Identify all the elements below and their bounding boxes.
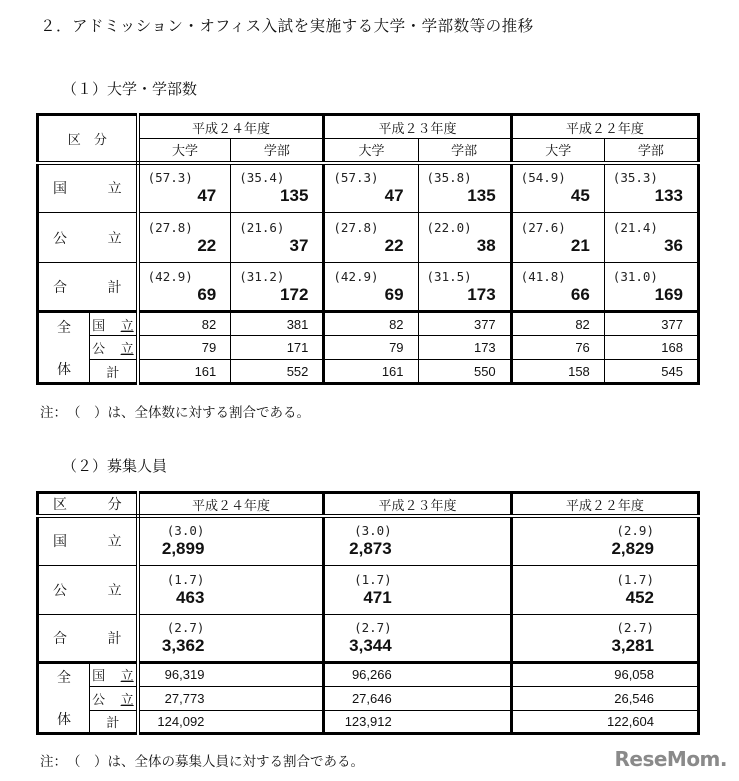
total-row-label-sum: 計: [90, 710, 138, 733]
cell: 381: [231, 312, 324, 336]
cell: 173: [418, 336, 511, 360]
table-row: [38, 360, 699, 384]
subcol-university: 大学: [511, 139, 604, 163]
cell: (35.3) 133: [604, 163, 698, 213]
cell: (42.9) 69: [324, 263, 418, 312]
table-row: [38, 710, 699, 733]
table-row: [38, 565, 699, 614]
table2-note: 注： （ ）は、全体の募集人員に対する割合である。: [40, 754, 364, 770]
table-row: [38, 686, 699, 710]
cell: 545: [604, 360, 698, 384]
total-row-label-public: 公 立: [90, 336, 138, 360]
cell: (35.8) 135: [418, 163, 511, 213]
cell: 26,546: [511, 686, 698, 710]
corner-header: [38, 115, 138, 163]
year-header-h23: 平成２３年度: [324, 493, 511, 517]
cell: (2.7) 3,281: [511, 614, 698, 662]
row-label-total: 合 計: [38, 614, 138, 662]
total-group-label: 全 体: [38, 662, 90, 733]
cell: (41.8) 66: [511, 263, 604, 312]
table1-heading: （１）大学・学部数: [62, 80, 198, 98]
cell: 27,773: [138, 686, 324, 710]
cell: 171: [231, 336, 324, 360]
cell: 79: [324, 336, 418, 360]
cell: 82: [511, 312, 604, 336]
document-title: ２．アドミッション・オフィス入試を実施する大学・学部数等の推移: [40, 17, 534, 35]
cell: (3.0) 2,899: [138, 516, 324, 565]
cell: 377: [418, 312, 511, 336]
corner-label-1: 区: [67, 132, 81, 148]
corner-label-2: 分: [93, 132, 107, 148]
cell: (2.7) 3,344: [324, 614, 511, 662]
table1-note: 注： （ ）は、全体数に対する割合である。: [40, 405, 310, 421]
total-group-label: 全 体: [38, 312, 90, 384]
cell: (3.0) 2,873: [324, 516, 511, 565]
total-row-label-public: 公 立: [90, 686, 138, 710]
cell: (22.0) 38: [418, 213, 511, 263]
year-header-h22: 平成２２年度: [511, 115, 698, 139]
year-header-h24: 平成２４年度: [138, 115, 324, 139]
cell: (31.0) 169: [604, 263, 698, 312]
year-header-h24: 平成２４年度: [138, 493, 324, 517]
table-row: [38, 263, 699, 312]
cell: 550: [418, 360, 511, 384]
cell: 161: [324, 360, 418, 384]
table1-university-faculty-counts: [36, 113, 700, 385]
cell: 161: [138, 360, 231, 384]
year-header-h23: 平成２３年度: [324, 115, 511, 139]
table2-heading: （２）募集人員: [62, 457, 168, 475]
table-row: [38, 516, 699, 565]
cell: (1.7) 471: [324, 565, 511, 614]
row-label-public: 公 立: [38, 213, 138, 263]
table-row: [38, 662, 699, 686]
subcol-faculty: 学部: [604, 139, 698, 163]
cell: 82: [138, 312, 231, 336]
table-row: [38, 336, 699, 360]
cell: 123,912: [324, 710, 511, 733]
cell: 76: [511, 336, 604, 360]
table-row: [38, 312, 699, 336]
cell: (2.7) 3,362: [138, 614, 324, 662]
cell: 82: [324, 312, 418, 336]
cell: (21.6) 37: [231, 213, 324, 263]
cell: 377: [604, 312, 698, 336]
resemom-logo: ReseMom.: [614, 747, 727, 771]
subcol-university: 大学: [324, 139, 418, 163]
cell: (27.6) 21: [511, 213, 604, 263]
cell: (27.8) 22: [138, 213, 231, 263]
total-row-label-sum: 計: [90, 360, 138, 384]
row-label-national: 国 立: [38, 516, 138, 565]
year-header-h22: 平成２２年度: [511, 493, 698, 517]
cell: 168: [604, 336, 698, 360]
table-row: [38, 614, 699, 662]
cell: 122,604: [511, 710, 698, 733]
row-label-public: 公 立: [38, 565, 138, 614]
row-label-total: 合 計: [38, 263, 138, 312]
cell: 552: [231, 360, 324, 384]
cell: (1.7) 463: [138, 565, 324, 614]
cell: (21.4) 36: [604, 213, 698, 263]
cell: (1.7) 452: [511, 565, 698, 614]
cell: 158: [511, 360, 604, 384]
cell: (42.9) 69: [138, 263, 231, 312]
total-row-label-national: 国 立: [90, 662, 138, 686]
cell: (35.4) 135: [231, 163, 324, 213]
subcol-faculty: 学部: [418, 139, 511, 163]
cell: 96,266: [324, 662, 511, 686]
table2-recruitment-quota: [36, 491, 700, 735]
cell: 79: [138, 336, 231, 360]
cell: (31.2) 172: [231, 263, 324, 312]
cell: 96,319: [138, 662, 324, 686]
corner-header: 区 分: [38, 493, 138, 517]
cell: (2.9) 2,829: [511, 516, 698, 565]
subcol-university: 大学: [138, 139, 231, 163]
subcol-faculty: 学部: [231, 139, 324, 163]
cell: (57.3) 47: [138, 163, 231, 213]
cell: (27.8) 22: [324, 213, 418, 263]
cell: (57.3) 47: [324, 163, 418, 213]
cell: 27,646: [324, 686, 511, 710]
cell: 96,058: [511, 662, 698, 686]
table-row: [38, 213, 699, 263]
cell: 124,092: [138, 710, 324, 733]
cell: (31.5) 173: [418, 263, 511, 312]
table-row: [38, 163, 699, 213]
row-label-national: 国 立: [38, 163, 138, 213]
total-row-label-national: 国 立: [90, 312, 138, 336]
cell: (54.9) 45: [511, 163, 604, 213]
